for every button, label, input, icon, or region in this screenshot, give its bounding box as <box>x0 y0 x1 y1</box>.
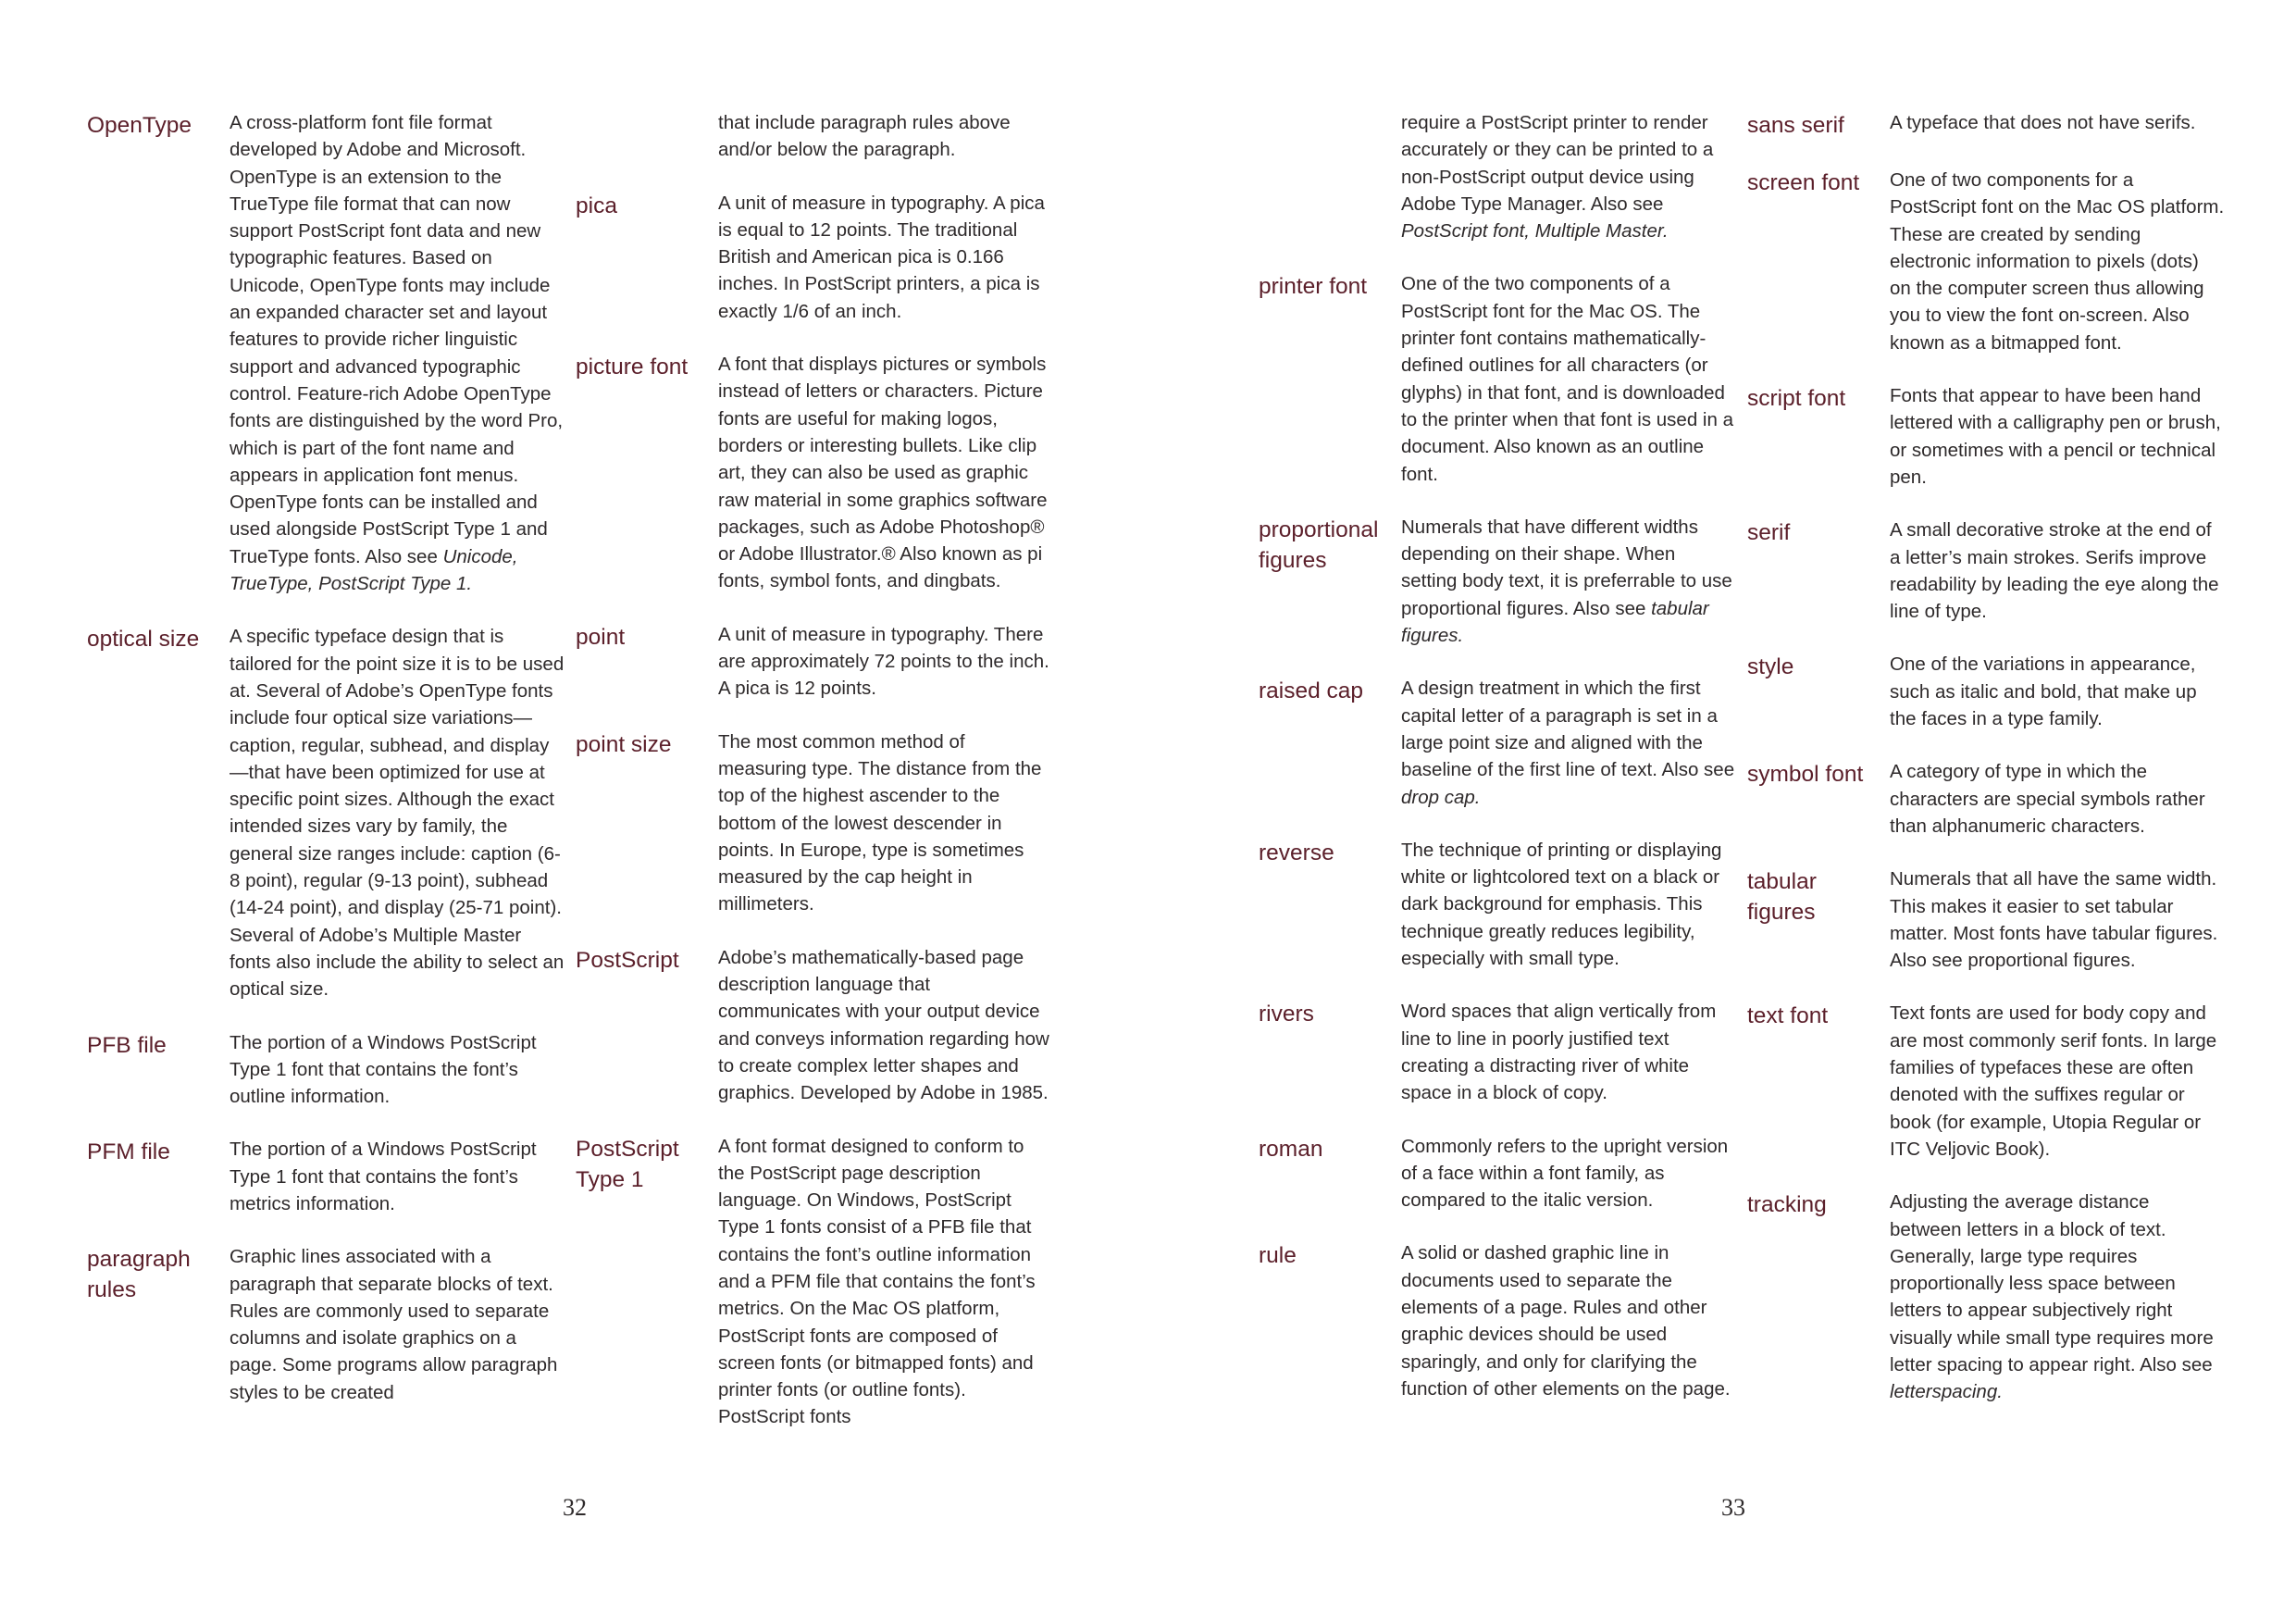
glossary-term: pica <box>576 193 617 218</box>
glossary-entry <box>1259 1133 1740 1214</box>
glossary-term: paragraph rules <box>87 1247 191 1303</box>
glossary-term: sans serif <box>1747 113 1844 138</box>
glossary-entry <box>1747 1189 2228 1405</box>
definition-text: Fonts that appear to have been hand lettered with a calligraphy pen or brush, or sometimes with a pencil or technical pen. <box>1890 385 2221 488</box>
glossary-term: text font <box>1747 1003 1829 1029</box>
glossary-definition <box>230 623 565 1002</box>
glossary-term: OpenType <box>87 113 192 138</box>
glossary-definition <box>1401 270 1736 487</box>
see-also-reference: letterspacing. <box>1890 1381 2003 1403</box>
glossary-definition <box>1890 109 2225 141</box>
glossary-column-1 <box>87 109 568 1432</box>
definition-text: Graphic lines associated with a paragraph that separate blocks of text. Rules are commonly used to separate columns and isolate graphics on a page. Some programs allow paragraph styles to be created <box>230 1246 558 1403</box>
glossary-definition <box>1401 837 1736 972</box>
glossary-entry <box>87 1029 568 1111</box>
definition-text: Text fonts are used for body copy and are most commonly serif fonts. In large families of typefaces these are often denoted with the suffixes regular or book (for example, Utopia Regular or ITC Veljovic Book). <box>1890 1002 2217 1160</box>
glossary-definition <box>1890 1189 2225 1405</box>
glossary-definition <box>718 621 1053 703</box>
glossary-term: symbol font <box>1747 762 1864 788</box>
glossary-definition <box>230 109 565 597</box>
glossary-definition <box>1401 1133 1736 1214</box>
glossary-entry <box>1747 758 2228 840</box>
glossary-term: rule <box>1259 1243 1297 1269</box>
glossary-definition <box>718 190 1053 325</box>
definition-text: A font that displays pictures or symbols instead of letters or characters. Picture fonts are useful for making logos, borders or interesting bullets. Like clip art, they can also be used as graphic raw material in some graphics software packages, such as Adobe Photoshop® or Adobe Illustrator.® Also known as pi fonts, symbol fonts, and dingbats. <box>718 354 1048 592</box>
glossary-term: proportional figures <box>1259 517 1379 573</box>
definition-text: One of the two components of a PostScript font for the Mac OS. The printer font contains mathematically-defined outlines for all characters (or glyphs) in that font, and is downloaded to the printer when that font is used in a document. Also known as an outline font. <box>1401 273 1733 485</box>
glossary-entry <box>1259 1239 1740 1402</box>
definition-text: A specific typeface design that is tailored for the point size it is to be used at. Several of Adobe’s OpenType fonts include four optical size variations—caption, regular, subhead, and display—that have been optimized for use at specific point sizes. Although the exact intended sizes vary by family, the general size ranges include: caption (6-8 point), regular (9-13 point), subhead (14-24 point), and display (25-71 point). Several of Adobe’s Multiple Master fonts also include the ability to select an optical size. <box>230 626 565 1001</box>
glossary-term: script font <box>1747 386 1846 412</box>
glossary-term: PFM file <box>87 1139 170 1165</box>
glossary-definition <box>230 1243 565 1406</box>
glossary-entry <box>576 944 1057 1107</box>
glossary-term: roman <box>1259 1136 1323 1162</box>
glossary-definition <box>718 109 1053 164</box>
glossary-entry <box>1259 837 1740 972</box>
glossary-term: PostScript <box>576 947 679 973</box>
definition-text: The most common method of measuring type. The distance from the top of the highest ascender to the bottom of the lowest descender in points. In Europe, type is sometimes measured by the cap height in millimeters. <box>718 730 1042 915</box>
glossary-entry <box>1259 998 1740 1106</box>
glossary-term: tracking <box>1747 1192 1827 1218</box>
glossary-entry <box>87 623 568 1002</box>
definition-text: One of the variations in appearance, such as italic and bold, that make up the faces in a type family. <box>1890 653 2197 730</box>
definition-text: require a PostScript printer to render accurately or they can be printed to a non-PostScript output device using Adobe Type Manager. Also see <box>1401 112 1714 215</box>
definition-text: A font format designed to conform to the PostScript page description language. On Windows, PostScript Type 1 fonts consist of a PFB file that contains the font’s outline information and a PFM file that contains the font’s metrics. On the Mac OS platform, PostScript fonts are composed of screen fonts (or bitmapped fonts) and printer fonts (or outline fonts). PostScript fonts <box>718 1135 1036 1428</box>
definition-text: A typeface that does not have serifs. <box>1890 112 2196 133</box>
glossary-term: printer font <box>1259 274 1368 300</box>
definition-text: Numerals that all have the same width. This makes it easier to set tabular matter. Most fonts have tabular figures. Also see proportional figures. <box>1890 868 2218 972</box>
glossary-term <box>1259 109 1401 244</box>
glossary-term: point <box>576 624 626 650</box>
glossary-term <box>576 109 718 164</box>
page-number-left: 32 <box>563 1494 587 1521</box>
glossary-entry <box>576 109 1057 164</box>
glossary-definition <box>1401 675 1736 810</box>
glossary-definition <box>230 1136 565 1217</box>
definition-text: Numerals that have different widths depending on their shape. When setting body text, it is preferrable to use proportional figures. Also see <box>1401 516 1732 619</box>
glossary-definition <box>718 728 1053 918</box>
see-also-reference: tabular figures. <box>1401 597 1709 647</box>
glossary-term: screen font <box>1747 170 1860 195</box>
glossary-entry <box>87 1243 568 1406</box>
glossary-definition <box>1890 758 2225 840</box>
definition-text: Word spaces that align vertically from line to line in poorly justified text creating a distracting river of white space in a block of copy. <box>1401 1001 1717 1104</box>
definition-text: A cross-platform font file format developed by Adobe and Microsoft. OpenType is an extension to the TrueType file format that can now support PostScript font data and new typographic features. Based on Unicode, OpenType fonts may include an expanded character set and layout features to provide richer linguistic support and advanced typographic control. Feature-rich Adobe OpenType fonts are distinguished by the word Pro, which is part of the font name and appears in application font menus. OpenType fonts can be installed and used alongside PostScript Type 1 and TrueType fonts. Also see <box>230 112 564 567</box>
glossary-term: rivers <box>1259 1002 1314 1027</box>
glossary-term: PostScript Type 1 <box>576 1136 679 1192</box>
definition-text: A small decorative stroke at the end of a letter’s main strokes. Serifs improve readability by leading the eye along the line of type. <box>1890 519 2219 623</box>
see-also-reference: PostScript font, Multiple Master. <box>1401 220 1669 243</box>
page-number-right: 33 <box>1721 1494 1745 1521</box>
glossary-definition <box>1401 514 1736 649</box>
definition-text: The technique of printing or displaying white or lightcolored text on a black or dark background for emphasis. This technique greatly reduces legibility, especially with small type. <box>1401 839 1722 970</box>
glossary-definition <box>1890 382 2225 491</box>
glossary-entry <box>1747 109 2228 141</box>
glossary-entry <box>576 621 1057 703</box>
definition-text: The portion of a Windows PostScript Type 1 font that contains the font’s outline information. <box>230 1031 537 1108</box>
definition-text: Adobe’s mathematically-based page description language that communicates with your output device and conveys information regarding how to create complex letter shapes and graphics. Developed by Adobe in 1985. <box>718 946 1049 1104</box>
definition-text: One of two components for a PostScript font on the Mac OS platform. These are created by sending electronic information to pixels (dots) on the computer screen thus allowing you to view the font on-screen. Also known as a bitmapped font. <box>1890 169 2225 354</box>
glossary-definition <box>718 944 1053 1107</box>
definition-text: that include paragraph rules above and/or below the paragraph. <box>718 112 1011 161</box>
definition-text: A solid or dashed graphic line in documents used to separate the elements of a page. Rules and other graphic devices should be used sparingly, and only for clarifying the function of other elements on the page. <box>1401 1242 1731 1400</box>
glossary-entry <box>1747 651 2228 732</box>
glossary-entry <box>576 728 1057 918</box>
glossary-entry <box>87 109 568 597</box>
glossary-entry <box>1259 675 1740 810</box>
glossary-definition <box>1401 998 1736 1106</box>
glossary-term: picture font <box>576 355 689 380</box>
see-also-reference: Unicode, TrueType, PostScript Type 1. <box>230 545 518 595</box>
glossary-definition <box>1890 517 2225 625</box>
glossary-term: point size <box>576 731 672 757</box>
glossary-term: tabular figures <box>1747 869 1817 926</box>
glossary-definition <box>1890 1000 2225 1163</box>
glossary-column-4 <box>1747 109 2228 1432</box>
glossary-term: raised cap <box>1259 678 1364 704</box>
glossary-entry <box>87 1136 568 1217</box>
glossary-definition <box>1890 167 2225 356</box>
glossary-entry <box>1747 382 2228 491</box>
glossary-term: PFB file <box>87 1032 167 1058</box>
glossary-definition <box>718 1133 1053 1431</box>
glossary-entry <box>1259 514 1740 649</box>
glossary-column-2 <box>576 109 1057 1457</box>
definition-text: Adjusting the average distance between letters in a block of text. Generally, large type requires proportionally less space between letters to appear subjectively right visually while small type requires more letter spacing to appear right. Also see <box>1890 1191 2214 1375</box>
glossary-term: optical size <box>87 627 200 653</box>
glossary-entry <box>1259 270 1740 487</box>
definition-text: A unit of measure in typography. There are approximately 72 points to the inch. A pica is 12 points. <box>718 623 1049 700</box>
glossary-column-3 <box>1259 109 1740 1428</box>
glossary-entry <box>1747 1000 2228 1163</box>
see-also-reference: drop cap. <box>1401 786 1481 808</box>
glossary-term: style <box>1747 654 1794 680</box>
glossary-term: reverse <box>1259 840 1334 865</box>
glossary-entry <box>1259 109 1740 244</box>
glossary-definition <box>1890 865 2225 974</box>
glossary-entry <box>1747 517 2228 625</box>
glossary-definition <box>1401 109 1736 244</box>
glossary-entry <box>576 190 1057 325</box>
glossary-entry <box>1747 865 2228 974</box>
glossary-definition <box>718 351 1053 595</box>
definition-text: A design treatment in which the first capital letter of a paragraph is set in a large point size and aligned with the baseline of the first line of text. Also see <box>1401 678 1735 781</box>
definition-text: Commonly refers to the upright version of a face within a font family, as compared to the italic version. <box>1401 1135 1729 1212</box>
definition-text: A category of type in which the characters are special symbols rather than alphanumeric characters. <box>1890 761 2205 837</box>
glossary-entry <box>576 351 1057 595</box>
definition-text: The portion of a Windows PostScript Type 1 font that contains the font’s metrics information. <box>230 1139 537 1214</box>
definition-text: A unit of measure in typography. A pica is equal to 12 points. The traditional British and American pica is 0.166 inches. In PostScript printers, a pica is exactly 1/6 of an inch. <box>718 192 1045 322</box>
glossary-entry <box>1747 167 2228 356</box>
glossary-definition <box>230 1029 565 1111</box>
glossary-term: serif <box>1747 520 1791 546</box>
glossary-definition <box>1401 1239 1736 1402</box>
glossary-definition <box>1890 651 2225 732</box>
glossary-entry <box>576 1133 1057 1431</box>
